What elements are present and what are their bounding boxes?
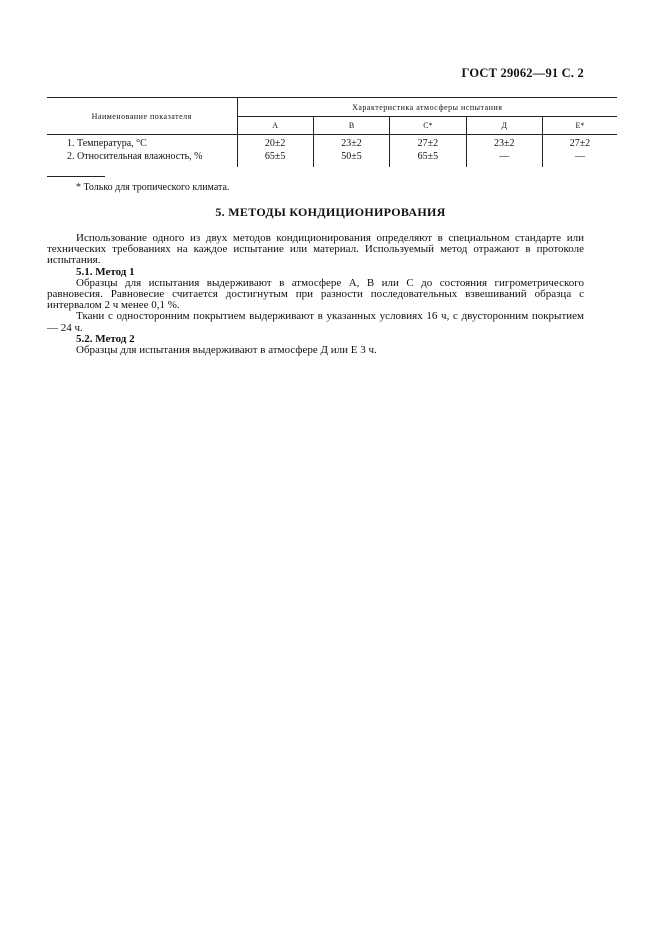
- footnote-divider: [47, 176, 105, 177]
- table-cell: 23±2: [466, 135, 542, 151]
- table-header-name: Наименование показателя: [47, 98, 237, 135]
- table-column-header: Е*: [542, 117, 617, 135]
- table-cell: 23±2: [313, 135, 389, 151]
- table-cell: 50±5: [313, 150, 389, 167]
- table-cell: 65±5: [237, 150, 313, 167]
- table-cell: 27±2: [390, 135, 466, 151]
- table-row: [47, 135, 617, 151]
- row-label: 2. Относительная влажность, %: [47, 150, 237, 167]
- atmosphere-table: [47, 97, 617, 167]
- section-body: [47, 233, 584, 356]
- table-row: [47, 150, 617, 167]
- table-column-header: А: [237, 117, 313, 135]
- subsection-title-method-1: 5.1. Метод 1: [76, 265, 135, 278]
- table-column-header: Д: [466, 117, 542, 135]
- method-2-paragraph: Образцы для испытания выдерживают в атмосфере Д или Е 3 ч.: [76, 344, 377, 357]
- footnote: * Только для тропического климата.: [76, 182, 230, 193]
- table-cell: 27±2: [569, 138, 591, 149]
- table-cell: —: [574, 151, 585, 162]
- method-1-paragraph: Образцы для испытания выдерживают в атмосфере А, В или С до состояния гигрометрического равновесия. Равновесие считается достигнутым при разности последовательных взвешиваний образца с интервалом 2 ч менее 0,1 %.: [47, 276, 584, 312]
- table-column-header: С*: [390, 117, 466, 135]
- document-reference: ГОСТ 29062—91 С. 2: [461, 66, 584, 80]
- table-header-group: Характеристика атмосферы испытания: [237, 98, 617, 117]
- table-cell: —: [466, 150, 542, 167]
- row-label: 1. Температура, °С: [47, 135, 237, 151]
- table-cell: 20±2: [237, 135, 313, 151]
- table-column-header: В: [313, 117, 389, 135]
- method-1-coating-paragraph: Ткани с односторонним покрытием выдерживают в указанных условиях 16 ч, с двусторонним покрытием — 24 ч.: [47, 310, 584, 334]
- table-cell: 65±5: [390, 150, 466, 167]
- subsection-title-method-2: 5.2. Метод 2: [76, 332, 135, 345]
- section-title: 5. МЕТОДЫ КОНДИЦИОНИРОВАНИЯ: [215, 205, 446, 219]
- intro-paragraph: Использование одного из двух методов кондиционирования определяют в специальном стандарте или технических требованиях на каждое испытание или материал. Используемый метод отражают в протоколе испытания.: [47, 232, 584, 267]
